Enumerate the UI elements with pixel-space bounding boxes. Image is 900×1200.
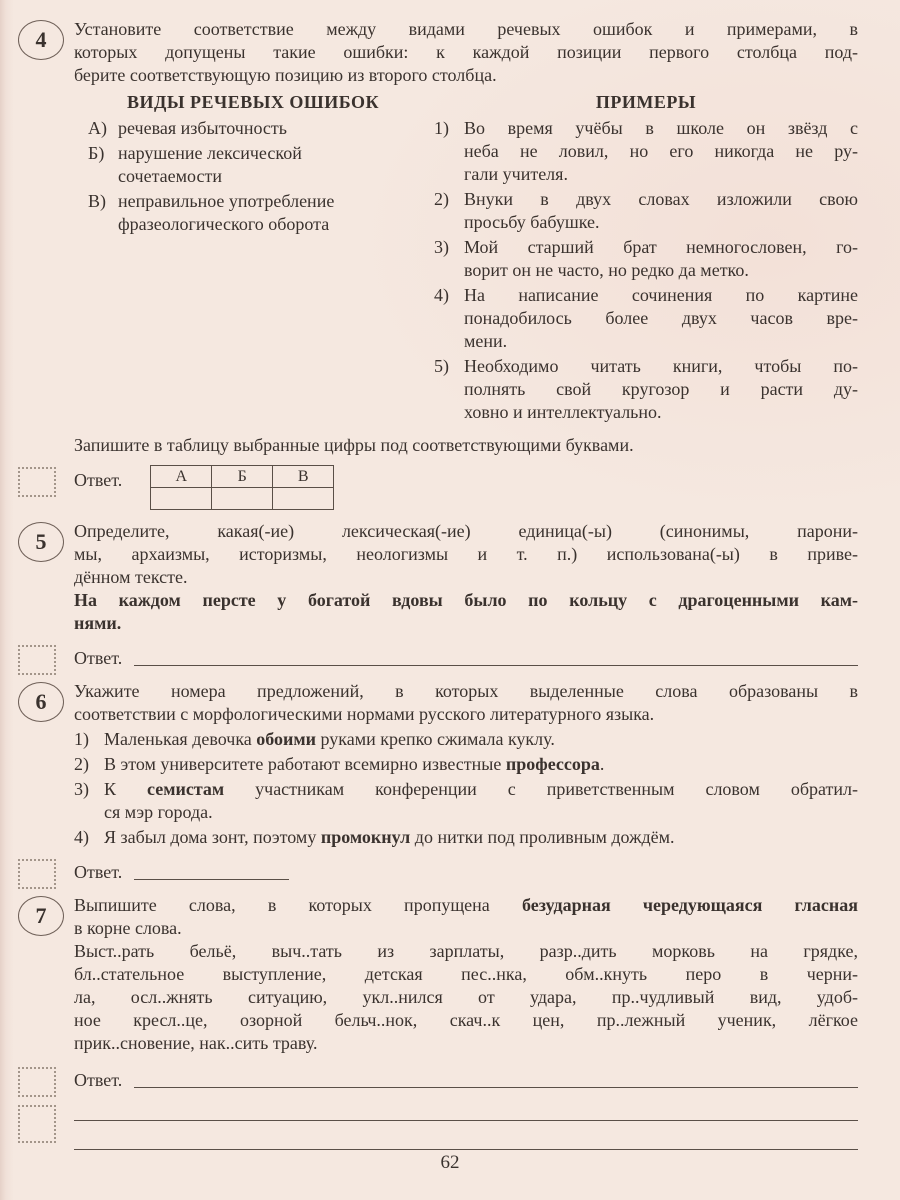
item-label: Б) [88, 143, 105, 163]
answer-table-header-cell: В [273, 466, 334, 488]
answer-table-header-row [151, 466, 334, 488]
left-column-header: ВИДЫ РЕЧЕВЫХ ОШИБОК [126, 92, 380, 112]
item-text: На написание сочинения по картине понадобилось более двух часов вре- мени. [464, 285, 858, 351]
item-text: В этом университете работают всемирно известные профессора. [104, 754, 605, 774]
item-text: Я забыл дома зонт, поэтому промокнул до нитки под проливным дождём. [104, 827, 675, 847]
answer-line [134, 1087, 858, 1088]
item-text: неправильное употребление фразеологического оборота [118, 191, 335, 234]
task-7-answer-area [74, 1069, 858, 1150]
task-number: 7 [35, 903, 47, 928]
answer-margin-box [18, 645, 56, 675]
list-item [74, 753, 858, 776]
answer-table-value-cell [151, 488, 212, 510]
task-number: 4 [35, 27, 47, 52]
task-4-instructions: Установите соответствие между видами речевых ошибок и примерами, в которых допущены такие ошибки: к каждой позиции первого столбца под- берите соответствующую позицию из второго столбца. [74, 19, 858, 85]
task-7-body [74, 894, 858, 1150]
list-item [88, 190, 418, 236]
task-6 [18, 680, 858, 884]
task-5-instructions: Определите, какая(-ие) лексическая(-ие) единица(-ы) (синонимы, парони- мы, архаизмы, историзмы, неологизмы и т. п.) использована(-ы) в приве- дённом тексте. [74, 521, 858, 587]
examples-column [434, 91, 858, 424]
item-label: В) [88, 191, 106, 211]
task-4-number-badge [18, 20, 64, 60]
task-6-number-badge [18, 682, 64, 722]
list-item [74, 778, 858, 824]
page-number: 62 [440, 1152, 460, 1173]
task-number: 6 [35, 689, 47, 714]
item-text: речевая избыточность [118, 118, 287, 138]
matching-columns [74, 91, 858, 424]
task-4-body [74, 18, 858, 510]
task-7-instructions: Выпишите слова, в которых пропущена безударная чередующаяся гласная в корне слова. [74, 895, 858, 938]
item-label: А) [88, 118, 107, 138]
task-5-body [74, 520, 858, 670]
item-label: 3) [434, 237, 449, 257]
task-5-answer-row [74, 647, 858, 670]
right-column-header: ПРИМЕРЫ [595, 92, 697, 112]
task-6-instructions: Укажите номера предложений, в которых выделенные слова образованы в соответствии с морфологическими нормами русского литературного языка. [74, 681, 858, 724]
list-item [74, 826, 858, 849]
item-text: Внуки в двух словах изложили свою просьбу бабушке. [464, 189, 858, 232]
answer-margin-box [18, 859, 56, 889]
task-5-sample-text: На каждом персте у богатой вдовы было по кольцу с драгоценными кам- нями. [74, 590, 858, 633]
item-text: Во время учёбы в школе он звёзд с неба не ловил, но его никогда не ру- гали учителя. [464, 118, 858, 184]
task-5-number-badge [18, 522, 64, 562]
item-label: 1) [434, 118, 449, 138]
list-item [88, 117, 418, 140]
task-7 [18, 894, 858, 1150]
write-in-table-note: Запишите в таблицу выбранные цифры под соответствующими буквами. [74, 435, 634, 455]
answer-line [134, 879, 289, 880]
answer-margin-box [18, 1105, 56, 1143]
item-label: 3) [74, 779, 89, 799]
task-6-body [74, 680, 858, 884]
answer-line [134, 665, 858, 666]
list-item [434, 284, 858, 353]
item-label: 1) [74, 729, 89, 749]
item-label: 2) [74, 754, 89, 774]
answer-label: Ответ. [74, 1070, 123, 1090]
item-label: 4) [434, 285, 449, 305]
item-text: нарушение лексической сочетаемости [118, 143, 302, 186]
answer-table-value-row [151, 488, 334, 510]
answer-line [74, 1149, 858, 1150]
item-label: 4) [74, 827, 89, 847]
answer-margin-box [18, 1067, 56, 1097]
task-4-answer-row [74, 469, 858, 510]
item-text: Необходимо читать книги, чтобы по- полнять свой кругозор и расти ду- ховно и интеллектуально. [464, 356, 858, 422]
task-4 [18, 18, 858, 510]
list-item [434, 236, 858, 282]
item-text: Мой старший брат немногословен, го- ворит он не часто, но редко да метко. [464, 237, 858, 280]
error-types-column [88, 91, 418, 424]
answer-table-value-cell [273, 488, 334, 510]
item-label: 5) [434, 356, 449, 376]
item-text: Маленькая девочка обоими руками крепко сжимала куклу. [104, 729, 555, 749]
answer-table-value-cell [212, 488, 273, 510]
answer-table-header-cell: Б [212, 466, 273, 488]
task-6-answer-row [74, 861, 858, 884]
list-item [88, 142, 418, 188]
answer-line [74, 1120, 858, 1121]
answer-label: Ответ. [74, 862, 123, 882]
answer-label: Ответ. [74, 470, 123, 490]
task-number: 5 [35, 529, 47, 554]
answer-table [150, 465, 334, 510]
task-7-number-badge [18, 896, 64, 936]
item-label: 2) [434, 189, 449, 209]
list-item [434, 355, 858, 424]
item-text: К семистам участникам конференции с приветственным словом обратил- ся мэр города. [104, 779, 858, 822]
task-7-word-list: Выст..рать бельё, выч..тать из зарплаты, разр..дить морковь на грядке, бл..стательное выступление, детская пес..нка, обм..кнуть перо в черни- ла, осл..жнять ситуацию, укл..нился от удара, пр..чудливый вид, удоб- ное кресл..це, озорной бельч..нок, скач..к цен, пр..лежный ученик, лёгкое прик..сновение, нак..сить траву. [74, 941, 858, 1053]
task-7-answer-row [74, 1069, 858, 1092]
list-item [434, 117, 858, 186]
list-item [434, 188, 858, 234]
answer-label: Ответ. [74, 648, 123, 668]
answer-margin-box [18, 467, 56, 497]
task-5 [18, 520, 858, 670]
list-item [74, 728, 858, 751]
answer-table-header-cell: А [151, 466, 212, 488]
